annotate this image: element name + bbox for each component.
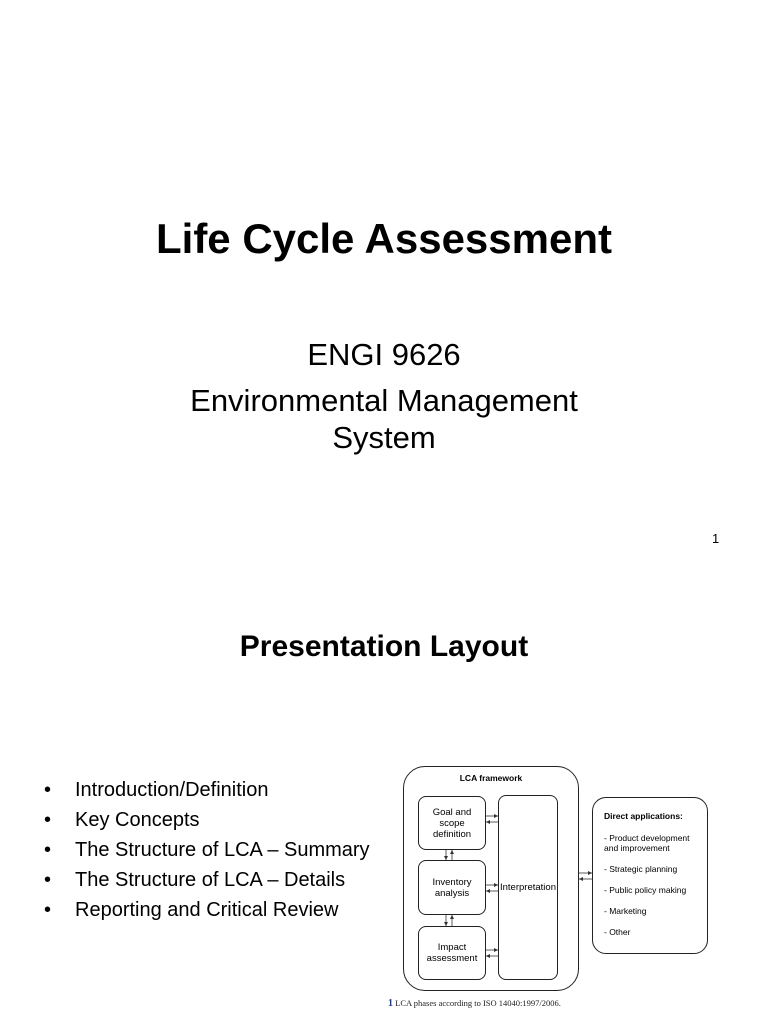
inventory-label: Inventory analysis (432, 876, 472, 899)
course-subtitle (0, 382, 768, 456)
agenda-item-label: The Structure of LCA – Summary (75, 839, 370, 861)
agenda-item-label: Reporting and Critical Review (75, 899, 339, 921)
agenda-item (44, 806, 374, 835)
agenda-list (44, 776, 374, 926)
course-code: ENGI 9626 (307, 337, 461, 372)
agenda-item (44, 866, 374, 895)
goal-scope-box (418, 796, 486, 850)
bullet: • (44, 839, 52, 861)
inventory-box (418, 860, 486, 915)
agenda-item-label: The Structure of LCA – Details (75, 869, 346, 891)
agenda-item (44, 836, 374, 865)
goal-scope-label: Goal and scope definition (432, 806, 472, 840)
bullet: • (44, 899, 52, 921)
section-title: Presentation Layout (239, 630, 529, 663)
figure-caption (388, 998, 561, 1009)
application-item: - Product development and improvement (604, 833, 690, 853)
agenda-item (44, 776, 374, 805)
applications-title: Direct applications: (604, 811, 683, 821)
impact-box (418, 926, 486, 980)
bullet: • (44, 779, 52, 801)
caption-number: 1 (388, 998, 393, 1009)
subtitle-line-1: Environmental Management (190, 383, 578, 418)
page-number: 1 (712, 531, 720, 546)
agenda-item-label: Introduction/Definition (75, 779, 269, 801)
lca-framework-diagram (390, 762, 720, 1014)
framework-title: LCA framework (459, 773, 523, 783)
interpretation-label: Interpretation (500, 882, 556, 893)
interpretation-box (498, 795, 558, 980)
application-item: - Public policy making (604, 885, 687, 895)
application-item: - Other (604, 927, 631, 937)
caption-text: LCA phases according to ISO 14040:1997/2006. (395, 998, 561, 1008)
slide-title: Life Cycle Assessment (156, 215, 612, 262)
bullet: • (44, 869, 52, 891)
application-item: - Strategic planning (604, 864, 678, 874)
subtitle-line-2: System (332, 420, 436, 456)
agenda-item-label: Key Concepts (75, 809, 200, 831)
impact-label: Impact assessment (426, 942, 478, 964)
bullet: • (44, 809, 52, 831)
agenda-item (44, 896, 374, 925)
applications-box (592, 797, 708, 954)
application-item: - Marketing (604, 906, 647, 916)
